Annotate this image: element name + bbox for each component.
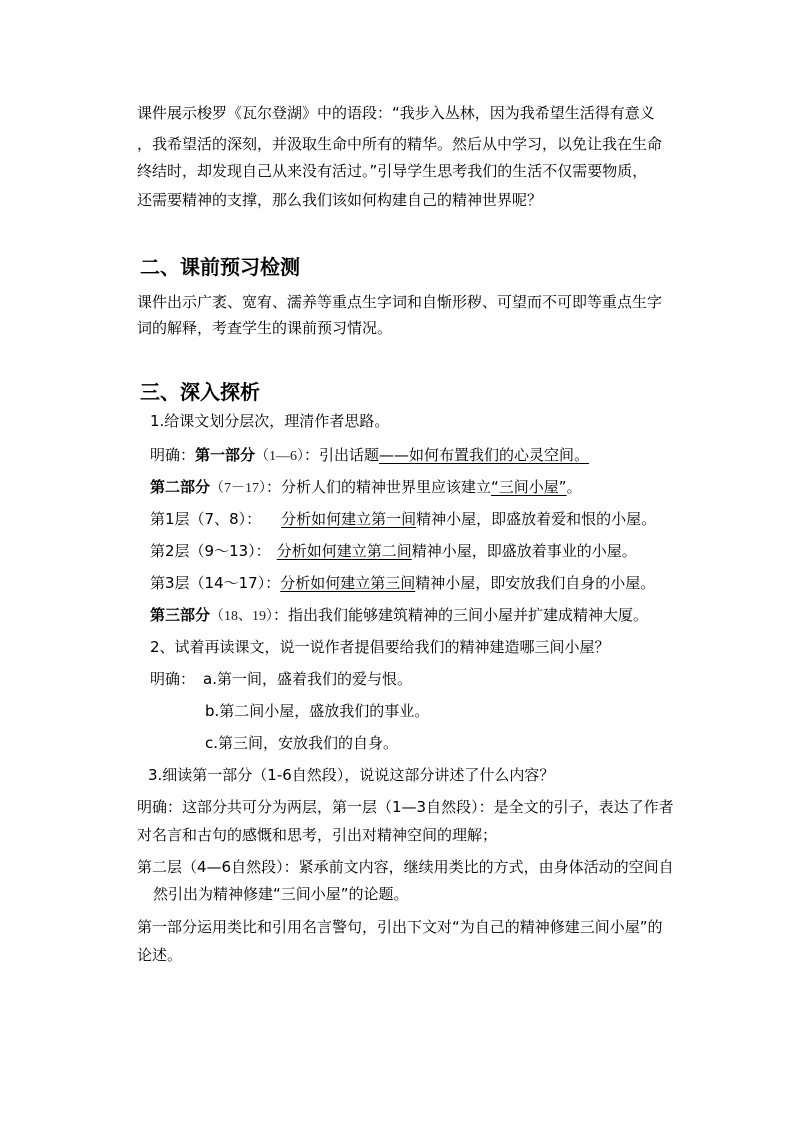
part-2-text-b: “三间小屋” — [491, 478, 567, 496]
layer-2-line — [150, 541, 637, 561]
part-2-line — [150, 477, 582, 499]
layer-1-text-b: 精神小屋，即盛放着爱和恨的小屋。 — [416, 510, 657, 528]
intro-line-1: 课件展示梭罗《瓦尔登湖》中的语段：“我步入丛林，因为我希望生活得有意义 — [137, 104, 655, 122]
part-1-text-b: ——如何布置我们的心灵空间。 — [379, 446, 590, 464]
layer-2-text-a: 分析如何建立第二间 — [276, 542, 412, 560]
section-2-line-1: 课件出示广袤、宽宥、濡养等重点生字词和自惭形秽、可望而不可即等重点生字 — [137, 293, 663, 311]
question-1: 1.给课文划分层次，理清作者思路。 — [150, 412, 390, 430]
layer-2-label: 第2层（9～13）： — [150, 542, 271, 560]
part-2-range: （7－17） — [210, 481, 267, 496]
question-3: 3.细读第一部分（1-6自然段），说说这部分讲述了什么内容？ — [148, 766, 555, 784]
part-3-range: （18、19） — [210, 609, 274, 624]
intro-line-4: 还需要精神的支撑，那么我们该如何构建自己的精神世界呢？ — [137, 191, 543, 209]
part-1-label: 第一部分 — [195, 446, 256, 464]
part-2-label: 第二部分 — [150, 478, 211, 496]
layer-3-text-a: 分析如何建立第三间 — [280, 574, 416, 592]
layer-1-text-a: 分析如何建立第一间 — [281, 510, 417, 528]
intro-line-2: ，我希望活的深刻，并汲取生命中所有的精华。然后从中学习，以免让我在生命 — [137, 135, 663, 153]
section-3-heading: 三、深入探析 — [140, 380, 260, 404]
section-2-heading: 二、课前预习检测 — [140, 255, 300, 279]
summary-line-2: 论述。 — [137, 946, 183, 964]
layer-3-label: 第3层（14～17）： — [150, 574, 281, 592]
summary-line-1: 第一部分运用类比和引用名言警句，引出下文对“为自己的精神修建三间小屋”的 — [137, 918, 663, 936]
part-1-range: （1—6） — [255, 449, 305, 464]
question-3-layer-2-line-1: 第二层（4—6自然段）：紧承前文内容，继续用类比的方式，由身体活动的空间自 — [137, 858, 674, 876]
part-1-line — [150, 445, 589, 467]
part-2-text-a: ：分析人们的精神世界里应该建立 — [266, 478, 492, 496]
intro-line-3: 终结时，却发现自己从来没有活过。”引导学生思考我们的生活不仅需要物质， — [137, 162, 648, 180]
layer-2-text-b: 精神小屋，即盛放着事业的小屋。 — [411, 542, 637, 560]
part-1-text-a: ：引出话题 — [304, 446, 380, 464]
part-3-line — [150, 605, 648, 627]
question-3-answer-line-1: 明确：这部分共可分为两层，第一层（1—3自然段）：是全文的引子，表达了作者 — [137, 798, 674, 816]
question-2-option-b: b.第二间小屋，盛放我们的事业。 — [205, 702, 430, 720]
part-3-label: 第三部分 — [150, 606, 211, 624]
part-3-text: ：指出我们能够建筑精神的三间小屋并扩建成精神大厦。 — [273, 606, 649, 624]
question-2: 2、试着再读课文，说一说作者提倡要给我们的精神建造哪三间小屋？ — [150, 638, 610, 656]
answer-label: 明确： — [150, 446, 196, 464]
section-2-line-2: 词的解释，考查学生的课前预习情况。 — [137, 319, 393, 337]
layer-3-text-b: 精神小屋，即安放我们自身的小屋。 — [415, 574, 656, 592]
question-2-answer-a — [150, 669, 412, 689]
question-3-answer-line-2: 对名言和古句的感慨和思考，引出对精神空间的理解； — [137, 826, 498, 844]
question-2-answer-label: 明确： — [150, 670, 196, 688]
layer-1-label: 第1层（7、8）： — [150, 510, 262, 528]
layer-3-line — [150, 573, 655, 593]
question-2-option-c: c.第三间，安放我们的自身。 — [205, 734, 399, 752]
question-3-layer-2-line-2: 然引出为精神修建“三间小屋”的论题。 — [153, 885, 409, 903]
question-2-option-a: a.第一间，盛着我们的爱与恨。 — [203, 670, 412, 688]
part-2-text-c: 。 — [566, 478, 582, 496]
layer-1-line — [150, 509, 656, 529]
